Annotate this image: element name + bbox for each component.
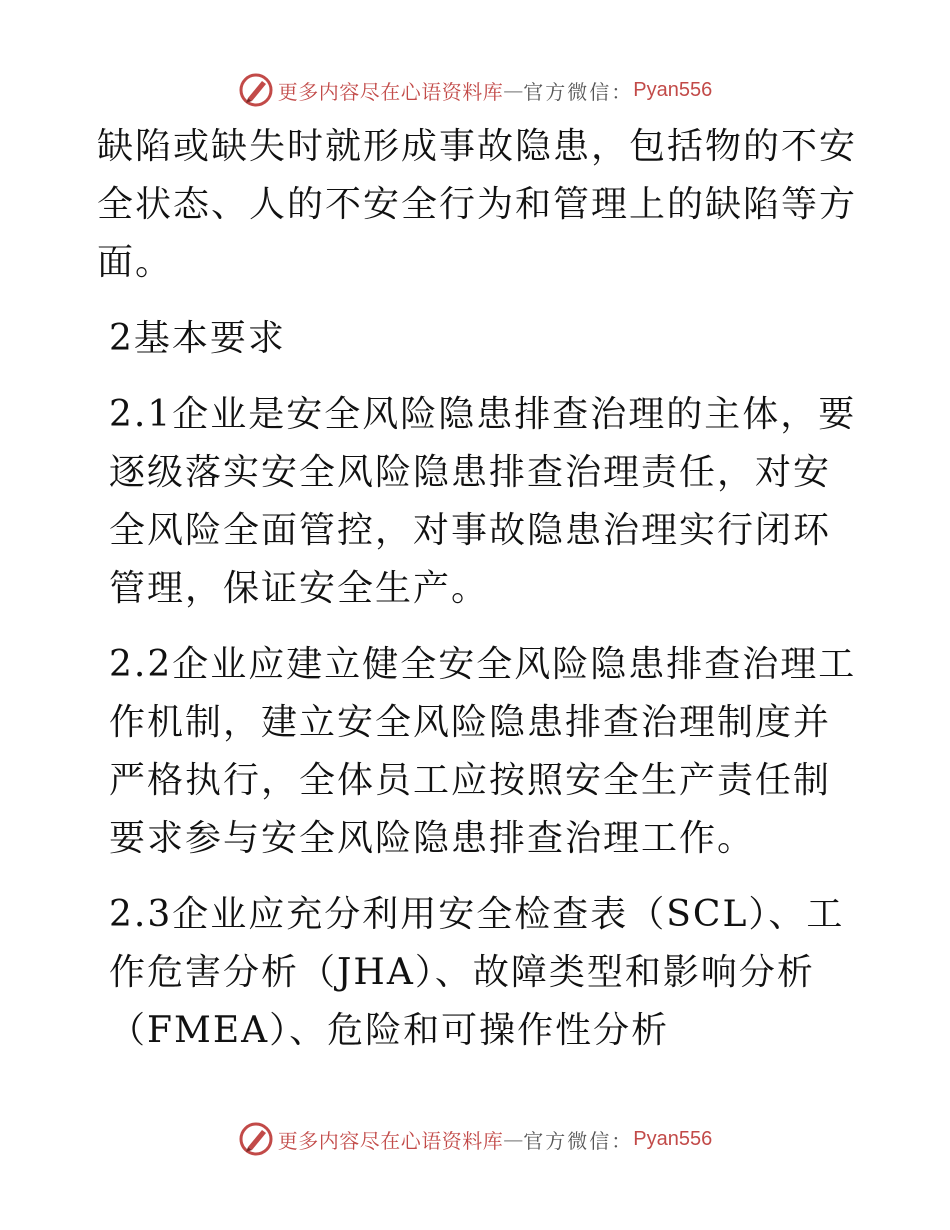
pen-logo-icon xyxy=(238,1121,274,1157)
watermark-text: 更多内容尽在心语资料库 xyxy=(277,1128,504,1153)
watermark-label: 官方微信： xyxy=(523,79,634,104)
footer-watermark xyxy=(0,1119,950,1159)
document-body xyxy=(97,118,857,1078)
header-watermark xyxy=(0,70,950,110)
watermark-separator: — xyxy=(503,1127,524,1151)
watermark-text: 更多内容尽在心语资料库 xyxy=(277,79,504,104)
pen-logo-icon xyxy=(238,72,274,108)
paragraph-2-1: 2.1企业是安全风险隐患排查治理的主体，要逐级落实安全风险隐患排查治理责任，对安全风险全面管控，对事故隐患治理实行闭环管理，保证安全生产。 xyxy=(109,394,857,609)
section-heading: 2基本要求 xyxy=(109,318,286,359)
watermark-label: 官方微信： xyxy=(523,1128,634,1153)
watermark-wechat-id: Pyan556 xyxy=(633,78,713,101)
paragraph-2-3: 2.3企业应充分利用安全检查表（SCL）、工作危害分析（JHA）、故障类型和影响分析（FMEA）、危险和可操作性分析 xyxy=(109,894,845,1051)
paragraph-continuation: 缺陷或缺失时就形成事故隐患，包括物的不安全状态、人的不安全行为和管理上的缺陷等方面。 xyxy=(97,126,858,283)
watermark-wechat-id: Pyan556 xyxy=(633,1127,713,1150)
paragraph-2-2: 2.2企业应建立健全安全风险隐患排查治理工作机制，建立安全风险隐患排查治理制度并严格执行，全体员工应按照安全生产责任制要求参与安全风险隐患排查治理工作。 xyxy=(109,644,857,859)
watermark-separator: — xyxy=(503,78,524,102)
